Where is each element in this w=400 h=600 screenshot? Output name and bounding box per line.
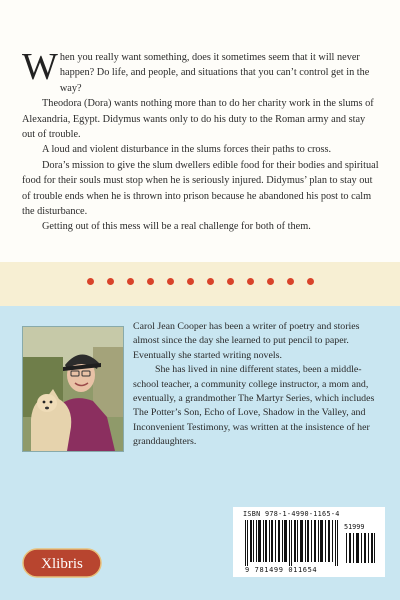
dot-icon	[147, 278, 154, 285]
dot-icon	[267, 278, 274, 285]
dot-icon	[187, 278, 194, 285]
publisher-logo	[22, 548, 102, 578]
blurb-paragraph-2: Theodora (Dora) wants nothing more than to do her charity work in the slums of Alexandria, Egypt. Didymus wants only to do his duty to the Roman army and stay out of trouble.	[22, 98, 374, 141]
dot-icon	[207, 278, 214, 285]
dot-icon	[307, 278, 314, 285]
author-bio	[133, 320, 383, 450]
dot-icon	[107, 278, 114, 285]
isbn-barcode	[233, 507, 385, 577]
dot-icon	[127, 278, 134, 285]
blurb-paragraph-3: A loud and violent disturbance in the slums forces their paths to cross.	[42, 144, 332, 156]
barcode-digits: 9 781499 011654	[245, 566, 318, 574]
price-code: 51999	[344, 523, 365, 531]
isbn-label: ISBN 978-1-4990-1165-4	[243, 510, 340, 518]
dot-icon	[227, 278, 234, 285]
blurb-paragraph-1	[22, 46, 380, 96]
blurb-paragraph-4: Dora’s mission to give the slum dwellers edible food for their bodies and spiritual food for their souls must stop when he is seriously injured. Didymus’ plan to stay out of trouble ends when he is thrown into prison because he abandoned his post to calm the disturbance.	[22, 159, 379, 218]
blurb-paragraph-5: Getting out of this mess will be a real challenge for both of them.	[42, 221, 311, 233]
publisher-name: Xlibris	[41, 556, 83, 572]
bio-paragraph-1: Carol Jean Cooper has been a writer of poetry and stories almost since the day she learned to put pencil to paper. Eventually she started writing novels.	[133, 321, 360, 361]
blurb-paragraph-1-text: hen you really want something, does it sometimes seem that it will never happen? Do life, and people, and situations that you can’t control get in the way?	[59, 52, 370, 94]
bio-paragraph-2: She has lived in nine different states, been a middle-school teacher, a community college instructor, a mom and, eventually, a grandmother The Martyr Series, which includes The Potter’s Son, Echo of Love, Shadow in the Valley, and Inconvenient Testimony, was written at the insistence of her granddaughters.	[133, 364, 375, 448]
dot-icon	[87, 278, 94, 285]
barcode-bars	[245, 520, 340, 566]
decorative-dots	[0, 278, 400, 285]
book-blurb	[22, 46, 380, 235]
author-with-dog-illustration	[23, 327, 123, 451]
price-barcode-bars	[346, 533, 376, 563]
drop-cap: W	[22, 46, 58, 88]
dot-icon	[247, 278, 254, 285]
dot-icon	[167, 278, 174, 285]
xlibris-logo	[22, 548, 102, 578]
author-photo	[22, 326, 124, 452]
dot-icon	[287, 278, 294, 285]
